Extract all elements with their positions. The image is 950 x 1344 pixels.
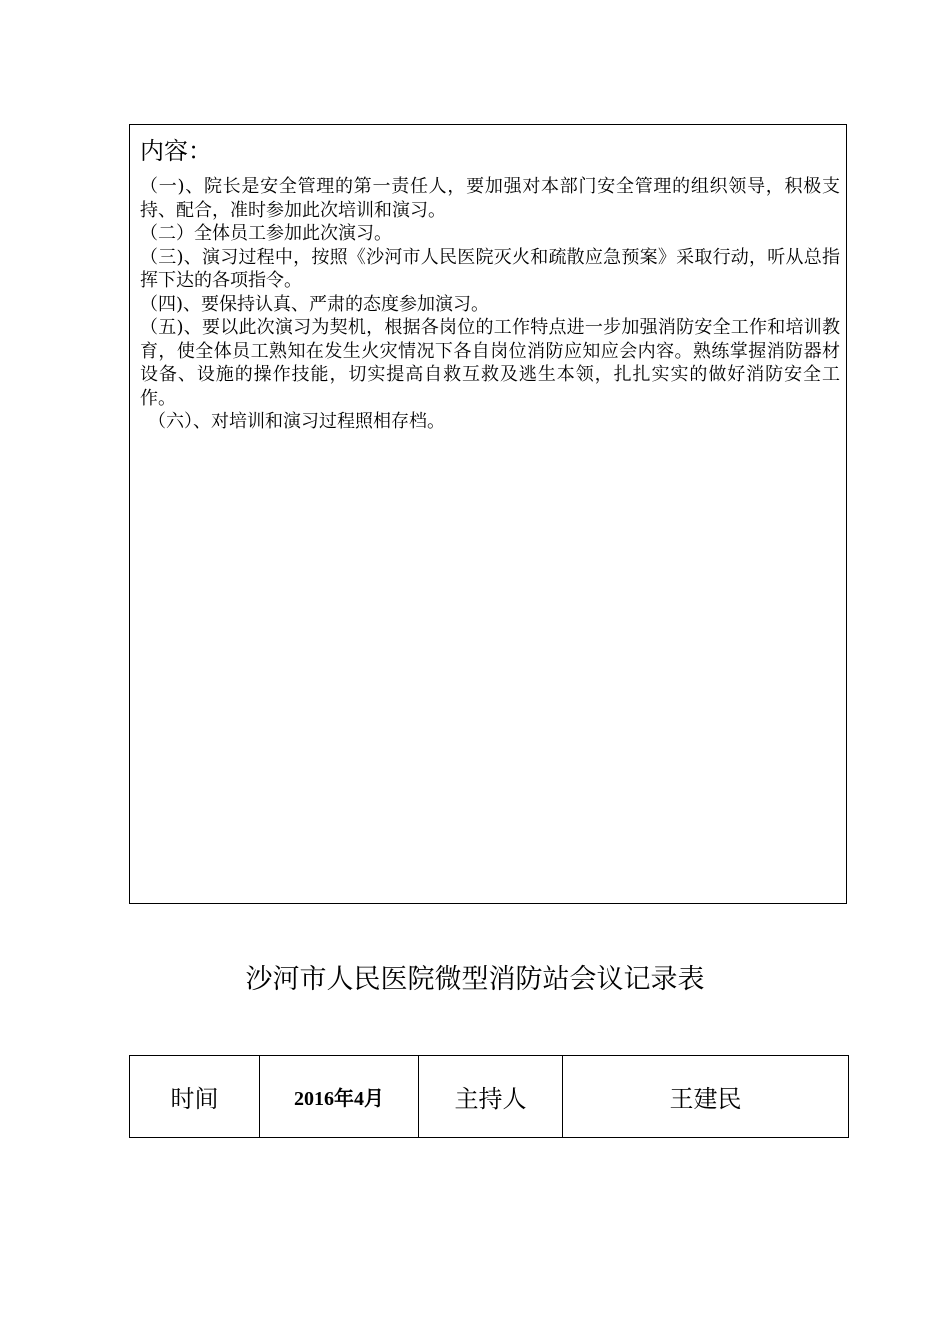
content-heading: 内容： bbox=[140, 137, 212, 165]
content-item-3: （三)、演习过程中，按照《沙河市人民医院灭火和疏散应急预案》采取行动，听从总指挥下达的各项指令。 bbox=[140, 246, 840, 291]
content-item-2: （二）全体员工参加此次演习。 bbox=[140, 223, 392, 244]
meeting-record-table bbox=[129, 1055, 849, 1138]
host-label-cell: 主持人 bbox=[419, 1056, 563, 1138]
table-row bbox=[130, 1056, 849, 1138]
content-item-5: （五)、要以此次演习为契机，根据各岗位的工作特点进一步加强消防安全工作和培训教育，使全体员工熟知在发生火灾情况下各自岗位消防应知应会内容。熟练掌握消防器材设备、设施的操作技能，切实提高自救互救及逃生本领，扎扎实实的做好消防安全工作。 bbox=[140, 317, 840, 409]
content-section bbox=[129, 124, 847, 904]
content-item-1: （一)、院长是安全管理的第一责任人，要加强对本部门安全管理的组织领导，积极支持、配合，准时参加此次培训和演习。 bbox=[140, 176, 840, 221]
host-value-cell: 王建民 bbox=[563, 1056, 849, 1138]
form-title: 沙河市人民医院微型消防站会议记录表 bbox=[245, 964, 705, 995]
content-list bbox=[140, 175, 840, 434]
time-label-cell: 时间 bbox=[130, 1056, 260, 1138]
content-item-6: （六）、对培训和演习过程照相存档。 bbox=[148, 411, 445, 432]
content-item-4: （四)、要保持认真、严肃的态度参加演习。 bbox=[140, 293, 490, 315]
time-value-cell: 2016年4月 bbox=[260, 1056, 419, 1138]
